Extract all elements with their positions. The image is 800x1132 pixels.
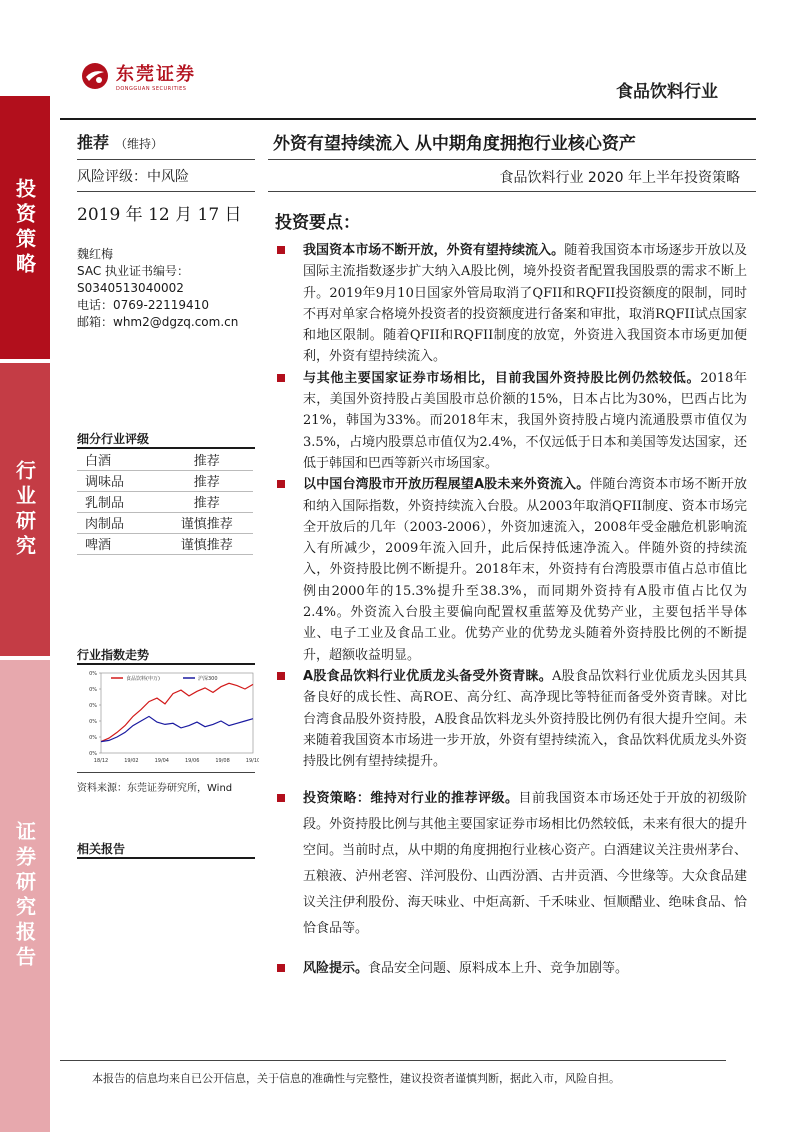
key-point: 与其他主要国家证券市场相比，目前我国外资持股比例仍然较低。2018年末，美国外资持股占美国股市总价额的15%，日本占比为30%，巴西占比为21%，韩国为33%。而2018年末，我国外资持股占境内流通股票市值仅为3.5%，占境内股票总市值仅为2.4%，不仅远低于日本和美国等发达国家，还低于韩国和巴西等新兴市场国家。 [274,368,747,474]
key-points-title: 投资要点： [275,213,360,233]
rating: 推荐 （维持） [77,133,164,152]
divider [268,191,756,192]
divider [77,159,255,160]
legend-label: 沪深300 [198,676,218,682]
header-divider [60,118,756,120]
divider [77,857,255,859]
key-point: 我国资本市场不断开放，外资有望持续流入。随着我国资本市场逐步开放以及国际主流指数逐步扩大纳入A股比例，境外投资者配置我国股票的需求不断上升。2019年9月10日国家外管局取消了QFII和RQFII投资额度的限制，同时不再对单家合格境外投资者的投资额度进行备案和审批，取消RQFII试点国家和地区限制。随着QFII和RQFII制度的放宽，外资进入我国资本市场更加便利，外资有望持续流入。 [274,240,747,368]
divider [77,772,255,773]
y-tick-label: 0% [89,719,97,725]
report-date: 2019 年 12 月 17 日 [77,205,242,225]
key-point: 投资策略：维持对行业的推荐评级。目前我国资本市场还处于开放的初级阶段。外资持股比例与其他主要国家证券市场相比仍然较低，未来有很大的提升空间。当前时点，从中期的角度拥抱行业核心资产。白酒建议关注贵州茅台、五粮液、泸州老窖、洋河股份、山西汾酒、古井贡酒、今世缘等。大众食品建议关注伊利股份、海天味业、中炬高新、千禾味业、恒顺醋业、绝味食品、恰恰食品等。 [274,786,747,942]
analyst-sac-label: SAC 执业证书编号： [77,264,190,278]
key-points-list [274,240,747,982]
related-reports-title: 相关报告 [77,842,126,856]
series-line-1 [101,716,253,741]
side-band-label: 证券研究报告 [12,821,37,971]
legend-label: 食品饮料(申万) [126,676,160,682]
index-chart-title: 行业指数走势 [77,648,150,662]
report-subtitle: 食品饮料行业 2020 年上半年投资策略 [499,170,740,186]
divider [268,159,756,160]
chart-source: 资料来源：东莞证券研究所，Wind [77,783,233,794]
y-tick-label: 0% [89,671,97,677]
divider [77,191,255,192]
x-tick-label: 19/10 [245,758,259,764]
logo-text: 东莞证券 [116,64,196,85]
side-band-label: 投资策略 [12,177,37,278]
y-tick-label: 0% [89,735,97,741]
risk-rating: 风险评级：中风险 [77,169,189,185]
y-tick-label: 0% [89,687,97,693]
key-point: A股食品饮料行业优质龙头备受外资青睐。A股食品饮料行业优质龙头因其具备良好的成长性、高ROE、高分红、高净现比等特征而备受外资青睐。对比台湾食品股外资持股，A股食品饮料龙头外资持股比例仍有很大提升空间。未来随着我国资本市场进一步开放，外资有望持续流入，食品饮料优质龙头外资持股比例有望持续提升。 [274,666,747,772]
y-tick-label: 0% [89,751,97,757]
side-band-industry [0,363,50,656]
side-band-report [0,660,50,1132]
x-tick-label: 19/04 [154,758,170,764]
company-logo [80,60,196,92]
y-tick-label: 0% [89,703,97,709]
table-row: 乳制品 推荐 [77,491,253,512]
key-point: 以中国台湾股市开放历程展望A股未来外资流入。伴随台湾资本市场不断开放和纳入国际指数，外资持续流入台股。从2003年取消QFII制度、资本市场完全开放后的几年（2003-2006），外资加速流入，2008年受金融危机影响流入有所减少，2009年流入回升，此后保持低速净流入。伴随外资的持续流入，外资持股比例不断提升。2018年末，外资持有台湾股票市值占总市值比例由2000年的15.3%提升至38.3%，而同期外资持有A股市值占比仅为2.4%。外资流入台股主要偏向配置权重蓝筹及优势产业，主要包括半导体业、电子工业及食品工业。优势产业的优势龙头随着外资持股比例的不断提升，超额收益明显。 [274,474,747,666]
bullet-square-icon [277,480,285,488]
report-title: 外资有望持续流入 从中期角度拥抱行业核心资产 [273,134,636,154]
key-point: 风险提示。食品安全问题、原料成本上升、竞争加剧等。 [274,956,747,982]
chart-frame [101,673,253,753]
disclaimer: 本报告的信息均来自已公开信息，关于信息的准确性与完整性，建议投资者谨慎判断，据此入市，风险自担。 [92,1072,620,1085]
side-band-label: 行业研究 [12,459,37,560]
analyst-name: 魏红梅 [77,247,114,261]
x-tick-label: 19/08 [215,758,230,764]
table-row: 调味品 推荐 [77,470,253,491]
logo-mark-icon [80,61,110,91]
x-tick-label: 18/12 [93,758,109,764]
analyst-email: 邮箱：whm2@dgzq.com.cn [77,315,239,329]
bullet-square-icon [277,246,285,254]
side-band-strategy [0,96,50,359]
rating-note: （维持） [115,137,164,151]
sub-rating-title: 细分行业评级 [77,432,150,446]
sub-rating-table [77,449,253,555]
index-chart [77,665,259,767]
analyst-info [77,246,238,331]
table-row: 白酒 推荐 [77,449,253,470]
table-row: 啤酒 谨慎推荐 [77,533,253,554]
bullet-square-icon [277,672,285,680]
bullet-square-icon [277,964,285,972]
x-tick-label: 19/06 [184,758,200,764]
analyst-phone: 电话：0769-22119410 [77,298,209,312]
x-tick-label: 19/02 [124,758,139,764]
logo-text-en: DONGGUAN SECURITIES [116,86,187,92]
table-row: 肉制品 谨慎推荐 [77,512,253,533]
bullet-square-icon [277,374,285,382]
industry-name: 食品饮料行业 [616,82,718,102]
footer-divider [60,1060,726,1061]
bullet-square-icon [277,794,285,802]
analyst-sac-number: S0340513040002 [77,281,184,295]
